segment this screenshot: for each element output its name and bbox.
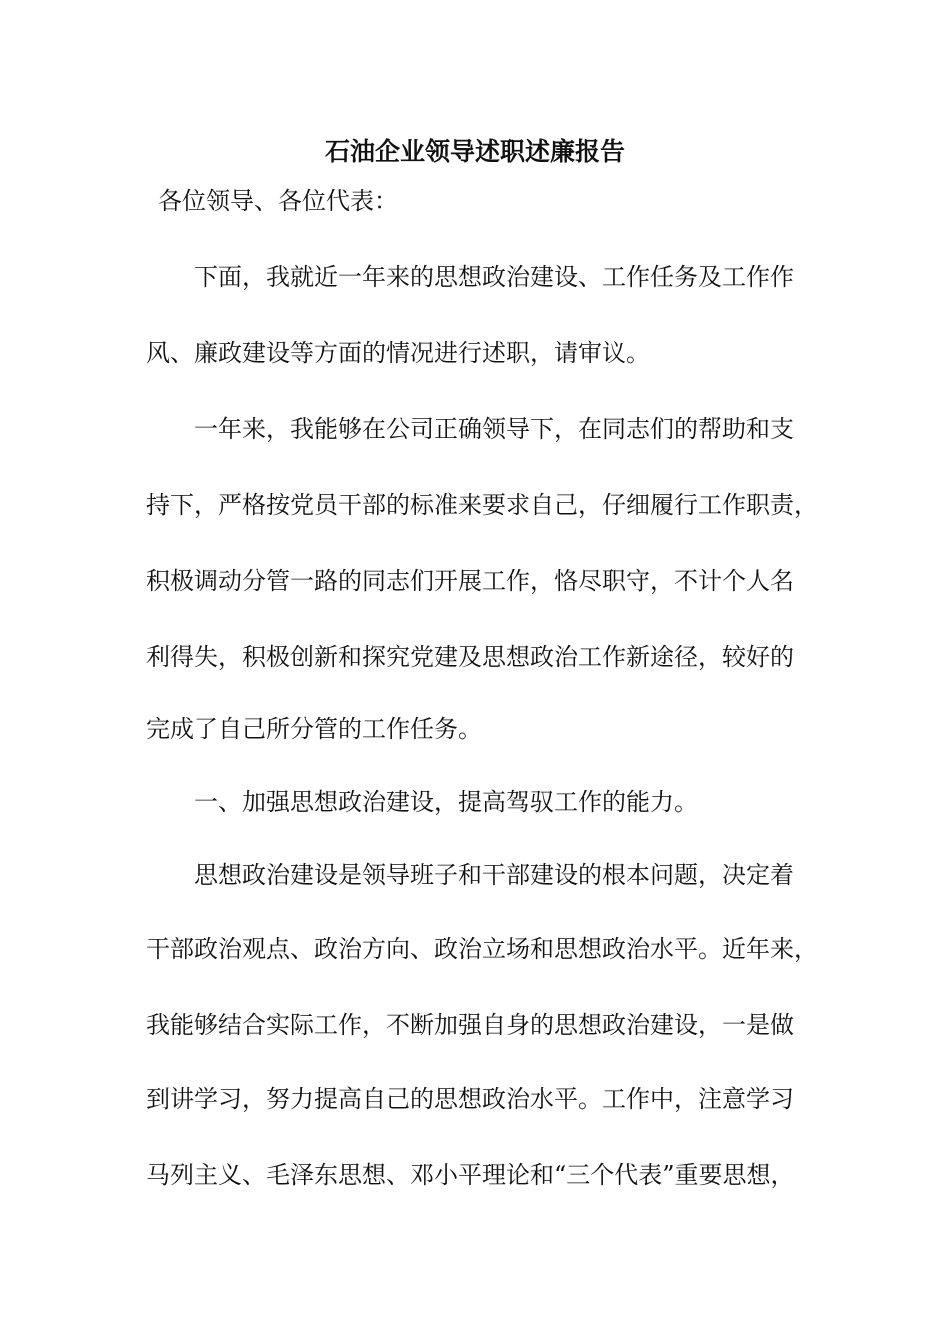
body-line: 马列主义、毛泽东思想、邓小平理论和“三个代表”重要思想，: [146, 1161, 795, 1189]
body-line: 干部政治观点、政治方向、政治立场和思想政治水平。近年来，: [146, 935, 818, 963]
body-line: 积极调动分管一路的同志们开展工作，恪尽职守，不计个人名: [146, 567, 794, 595]
body-line: 到讲学习，努力提高自己的思想政治水平。工作中，注意学习: [146, 1085, 794, 1113]
document-title: 石油企业领导述职述廉报告: [324, 137, 625, 166]
body-line: 我能够结合实际工作，不断加强自身的思想政治建设，一是做: [146, 1011, 794, 1039]
body-line: 一年来，我能够在公司正确领导下，在同志们的帮助和支: [194, 415, 794, 443]
section-heading: 一、加强思想政治建设，提高驾驭工作的能力。: [194, 788, 698, 816]
body-line: 持下，严格按党员干部的标准来要求自己，仔细履行工作职责，: [146, 491, 818, 519]
salutation: 各位领导、各位代表：: [158, 187, 398, 215]
body-line: 利得失，积极创新和探究党建及思想政治工作新途径，较好的: [146, 643, 794, 671]
body-line: 完成了自己所分管的工作任务。: [146, 715, 482, 743]
body-line: 风、廉政建设等方面的情况进行述职，请审议。: [146, 339, 650, 367]
body-line: 思想政治建设是领导班子和干部建设的根本问题，决定着: [194, 861, 794, 889]
body-line: 下面，我就近一年来的思想政治建设、工作任务及工作作: [194, 263, 794, 291]
